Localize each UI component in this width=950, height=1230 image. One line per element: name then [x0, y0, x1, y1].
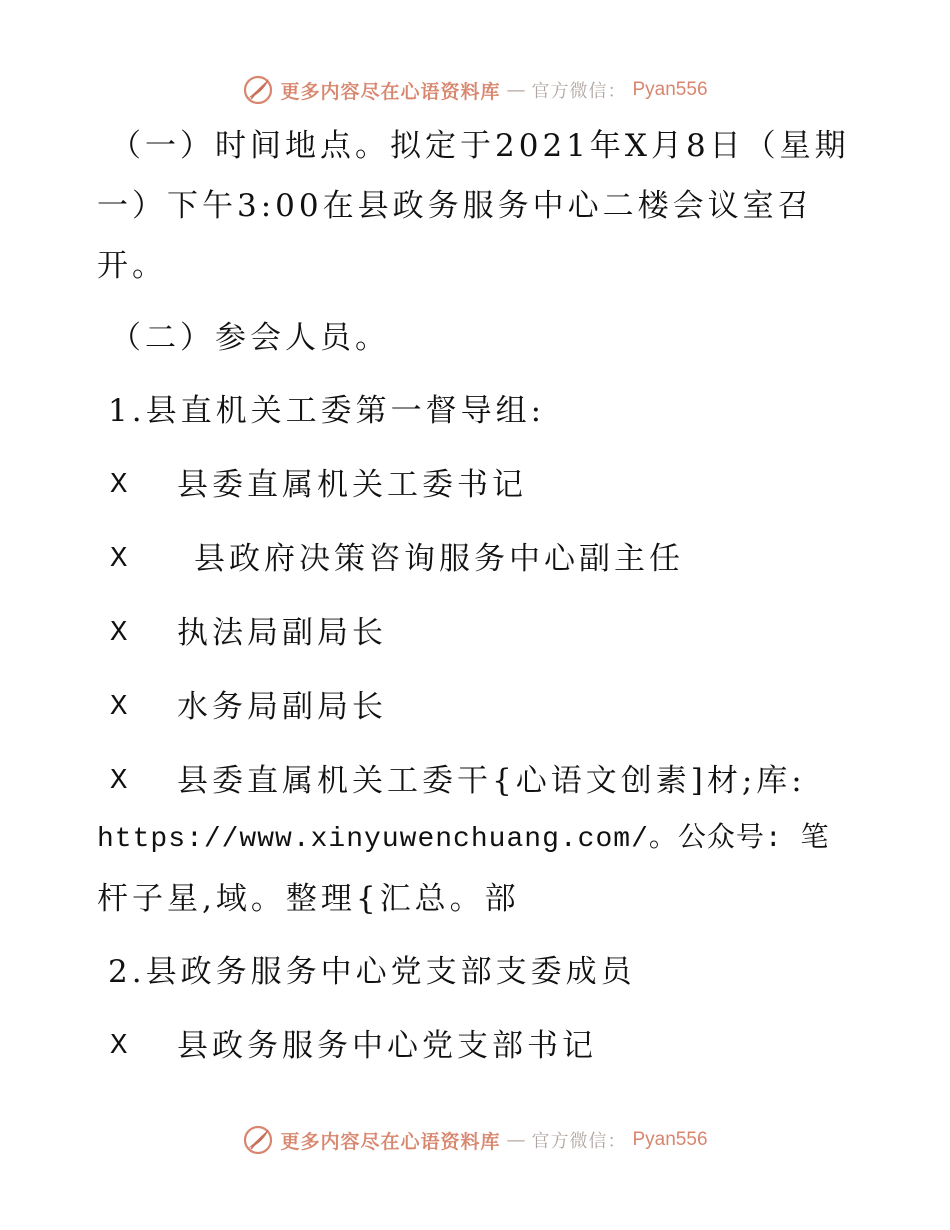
time-place-line-1: （一）时间地点。拟定于2021年X月8日（星期 — [110, 128, 850, 164]
watermark-wechat-label: 官方微信： — [531, 1131, 627, 1152]
member-name: X — [110, 764, 128, 797]
url-line-tail: 杆子星,域。整理{汇总。部 — [97, 881, 520, 917]
member-name: X — [110, 468, 128, 501]
member-role: 水务局副局长 — [177, 689, 387, 725]
attendees-heading: （二）参会人员。 — [110, 320, 390, 356]
watermark-separator: — — [506, 79, 526, 101]
group1-heading: 1.县直机关工委第一督导组: — [108, 393, 546, 429]
watermark-wechat-id: Pyan556 — [632, 1129, 708, 1150]
member-role: 县政府决策咨询服务中心副主任 — [194, 541, 684, 577]
footer-watermark — [0, 1120, 950, 1160]
watermark-site-text: 更多内容尽在心语资料库 — [280, 80, 501, 103]
watermark-wechat-id: Pyan556 — [632, 79, 708, 100]
member-role: 执法局副局长 — [177, 615, 387, 651]
time-place-line-3: 开。 — [97, 248, 167, 284]
group2-heading: 2.县政务服务中心党支部支委成员 — [108, 954, 636, 990]
member-role: 县政务服务中心党支部书记 — [177, 1028, 597, 1064]
member-name: X — [110, 616, 128, 649]
member-name: X — [110, 542, 128, 575]
member-role: 县委直属机关工委书记 — [177, 467, 527, 503]
watermark-wechat-label: 官方微信： — [531, 81, 627, 102]
quill-pen-logo-icon — [242, 1124, 274, 1156]
member-name: X — [110, 1029, 128, 1062]
url-line: https://www.xinyuwenchuang.com/。公众号: 笔 — [97, 824, 830, 855]
member-role: 县委直属机关工委干{心语文创素]材;库: — [177, 763, 806, 799]
watermark-site-text: 更多内容尽在心语资料库 — [280, 1130, 501, 1153]
quill-pen-logo-icon — [242, 74, 274, 106]
watermark-separator: — — [506, 1129, 526, 1151]
time-place-line-2: 一）下午3:00在县政务服务中心二楼会议室召 — [97, 188, 813, 224]
member-name: X — [110, 690, 128, 723]
header-watermark — [0, 70, 950, 110]
